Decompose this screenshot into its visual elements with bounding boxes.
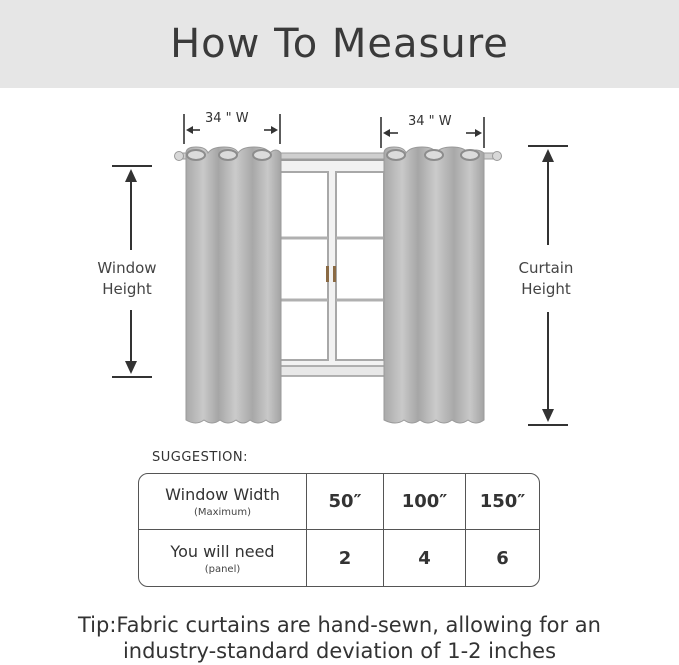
right-curtain <box>384 147 484 423</box>
table-cell <box>466 474 539 530</box>
curtain-height-label-line2: Height <box>521 280 571 298</box>
panels-needed-sublabel: (panel) <box>204 563 241 575</box>
page-title: How To Measure <box>170 21 509 67</box>
panels-needed-label: You will need <box>170 541 275 561</box>
window-width-label: Window Width <box>165 485 280 504</box>
tip-line-1: Tip:Fabric curtains are hand-sewn, allowing for an <box>78 613 601 637</box>
panels-needed-header <box>139 530 307 586</box>
window-height-label-line2: Height <box>102 280 152 298</box>
suggestion-label: SUGGESTION: <box>152 450 248 465</box>
table-cell <box>384 530 466 586</box>
curtain-height-label <box>505 258 587 300</box>
window-width-header <box>139 474 307 530</box>
table-cell <box>307 474 384 530</box>
right-width-label: 34 " W <box>408 114 452 129</box>
suggestion-table <box>138 473 540 587</box>
tip-line-2: industry-standard deviation of 1-2 inches <box>122 639 557 663</box>
table-cell <box>307 530 384 586</box>
panel-count: 2 <box>338 547 352 569</box>
panel-count: 4 <box>418 547 431 569</box>
tip-text <box>0 612 679 664</box>
table-cell <box>466 530 539 586</box>
width-value: 100″ <box>401 491 448 512</box>
panel-count: 6 <box>496 547 509 569</box>
curtain-height-label-line1: Curtain <box>518 259 574 277</box>
window-width-sublabel: (Maximum) <box>193 507 252 518</box>
table-cell <box>384 474 466 530</box>
window-height-label <box>86 258 168 300</box>
window <box>266 160 394 376</box>
width-value: 50″ <box>328 491 362 512</box>
header-banner <box>0 0 679 88</box>
left-curtain <box>186 147 281 423</box>
width-value: 150″ <box>479 491 526 512</box>
left-width-label: 34 " W <box>205 111 249 126</box>
window-height-label-line1: Window <box>97 259 157 277</box>
